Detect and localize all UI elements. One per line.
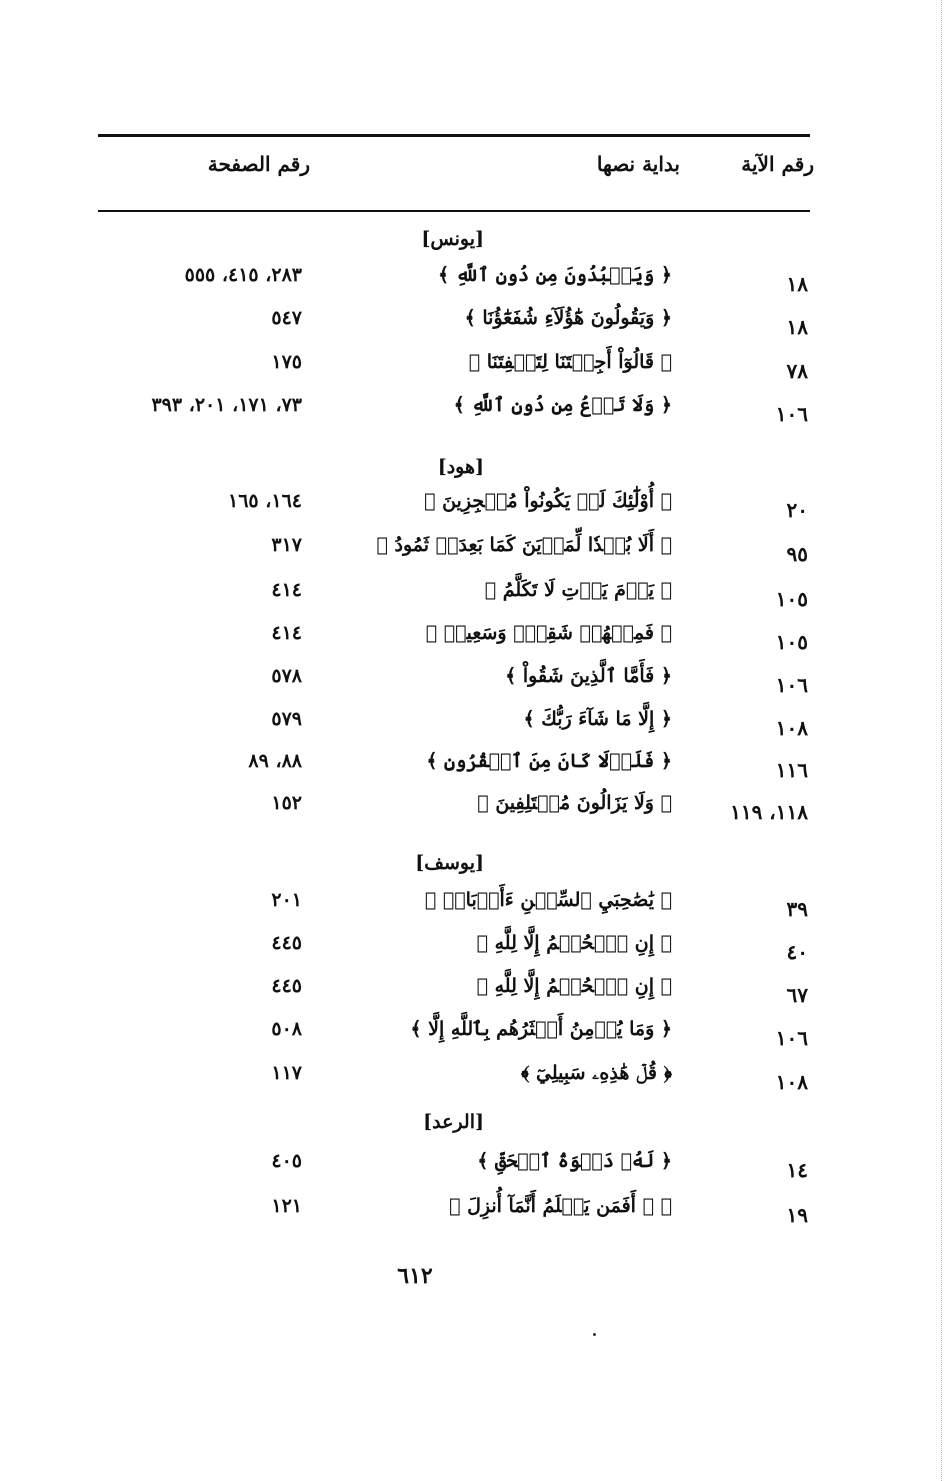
table-row bbox=[0, 534, 948, 564]
page-numbers: ٥٧٩ bbox=[271, 708, 302, 730]
table-row bbox=[0, 490, 948, 520]
page-numbers: ٤٤٥ bbox=[271, 932, 302, 954]
table-row bbox=[0, 975, 948, 1005]
verse-start: ﴿ وَيَعۡبُدُونَ مِن دُونِ ٱللَّهِ ﴾ bbox=[437, 264, 672, 286]
page-numbers: ٢٨٣، ٤١٥، ٥٥٥ bbox=[184, 264, 302, 286]
aya-number: ١٤ bbox=[786, 1158, 808, 1182]
page-numbers: ١٢١ bbox=[271, 1195, 302, 1217]
page-numbers: ٤٠٥ bbox=[271, 1150, 302, 1172]
column-header-text-start: بداية نصها bbox=[596, 152, 680, 176]
aya-number: ١٠٦ bbox=[775, 402, 808, 426]
verse-start: ﴿ وَيَقُولُونَ هَٰٓؤُلَآءِ شُفَعَٰٓؤُنَا ﴾ bbox=[464, 307, 672, 329]
verse-start: ﴿ فَمِنۡهُمۡ شَقِيّٞ وَسَعِيدٞ ﴾ bbox=[425, 622, 672, 644]
aya-number: ١٠٥ bbox=[775, 587, 808, 611]
table-row bbox=[0, 1062, 948, 1092]
verse-start: ﴿ وَلَا تَدۡعُ مِن دُونِ ٱللَّهِ ﴾ bbox=[453, 394, 672, 416]
aya-number: ١٠٥ bbox=[775, 630, 808, 654]
table-row bbox=[0, 708, 948, 738]
table-row bbox=[0, 351, 948, 381]
aya-number: ١١٨، ١١٩ bbox=[730, 800, 808, 824]
aya-number: ٦٧ bbox=[786, 983, 808, 1007]
verse-start: ﴿ فَأَمَّا ٱلَّذِينَ شَقُواْ ﴾ bbox=[505, 665, 672, 687]
page-numbers: ٤١٤ bbox=[271, 622, 302, 644]
verse-start: ﴿ يَٰصَٰحِبَيِ ٱلسِّجۡنِ ءَأَرۡبَابٞ ﴾ bbox=[424, 889, 672, 911]
page-numbers: ١٥٢ bbox=[271, 792, 302, 814]
table-row bbox=[0, 1018, 948, 1048]
aya-number: ١٩ bbox=[786, 1203, 808, 1227]
page-numbers: ٥٧٨ bbox=[271, 665, 302, 687]
table-row bbox=[0, 750, 948, 780]
aya-number: ٩٥ bbox=[786, 542, 808, 566]
table-row bbox=[0, 579, 948, 609]
table-row bbox=[0, 264, 948, 294]
page-numbers: ١٧٥ bbox=[271, 351, 302, 373]
aya-number: ٤٠ bbox=[786, 940, 808, 964]
page-numbers: ٣١٧ bbox=[271, 534, 302, 556]
scan-edge bbox=[940, 0, 942, 1481]
section-title: [يونس] bbox=[421, 228, 484, 250]
aya-number: ٧٨ bbox=[786, 359, 808, 383]
print-speck bbox=[593, 1333, 596, 1336]
section-title: [يوسف] bbox=[415, 852, 484, 874]
table-row bbox=[0, 622, 948, 652]
table-row bbox=[0, 307, 948, 337]
verse-start: ﴿ أُوْلَٰٓئِكَ لَمۡ يَكُونُواْ مُعۡجِزِينَ ﴾ bbox=[424, 490, 672, 512]
aya-number: ٢٠ bbox=[786, 498, 808, 522]
verse-start: ﴿ يَوۡمَ يَأۡتِ لَا تَكَلَّمُ ﴾ bbox=[484, 579, 672, 601]
table-row bbox=[0, 1150, 948, 1180]
verse-start: ﴿ وَمَا يُؤۡمِنُ أَكۡثَرُهُم بِٱللَّهِ إِلَّا ﴾ bbox=[410, 1018, 672, 1040]
column-header-page-number: رقم الصفحة bbox=[207, 152, 310, 176]
page-numbers: ٢٠١ bbox=[271, 889, 302, 911]
aya-number: ١٠٦ bbox=[775, 1026, 808, 1050]
aya-number: ٣٩ bbox=[786, 897, 808, 921]
table-row bbox=[0, 792, 948, 822]
aya-number: ١٨ bbox=[786, 272, 808, 296]
table-row bbox=[0, 932, 948, 962]
page-numbers: ٤١٤ bbox=[271, 579, 302, 601]
page-numbers: ١١٧ bbox=[271, 1062, 302, 1084]
verse-start: ﴿ إِلَّا مَا شَآءَ رَبُّكَ ﴾ bbox=[523, 708, 672, 730]
page-numbers: ٧٣، ١٧١، ٢٠١، ٣٩٣ bbox=[151, 394, 302, 416]
page-numbers: ١٦٤، ١٦٥ bbox=[228, 490, 302, 512]
verse-start: ﴿ قُلۡ هَٰذِهِۦ سَبِيلِيٓ ﴾ bbox=[521, 1062, 672, 1084]
table-row bbox=[0, 889, 948, 919]
verse-start: ﴿ لَهُۥ دَعۡوَةُ ٱلۡحَقِّ ﴾ bbox=[477, 1150, 672, 1172]
verse-start: ﴿ قَالُوٓاْ أَجِئۡتَنَا لِتَلۡفِتَنَا ﴾ bbox=[468, 351, 672, 373]
page-numbers: ٨٨، ٨٩ bbox=[248, 750, 302, 772]
verse-start: ﴿ فَلَوۡلَا كَانَ مِنَ ٱلۡقُرُونِ ﴾ bbox=[426, 750, 672, 772]
column-header-aya-number: رقم الآية bbox=[741, 152, 814, 176]
page-numbers: ٥٤٧ bbox=[271, 307, 302, 329]
table-row bbox=[0, 665, 948, 695]
verse-start: ﴿ ۞ أَفَمَن يَعۡلَمُ أَنَّمَآ أُنزِلَ ﴾ bbox=[449, 1195, 672, 1217]
section-title: [الرعد] bbox=[423, 1111, 484, 1133]
aya-number: ١٠٨ bbox=[775, 1070, 808, 1094]
aya-number: ١٨ bbox=[786, 315, 808, 339]
verse-start: ﴿ إِنِ ٱلۡحُكۡمُ إِلَّا لِلَّهِ ﴾ bbox=[476, 975, 672, 997]
aya-number: ١٠٦ bbox=[775, 673, 808, 697]
section-title: [هود] bbox=[437, 456, 484, 478]
page-numbers: ٥٠٨ bbox=[271, 1018, 302, 1040]
verse-start: ﴿ أَلَا بُعۡدٗا لِّمَدۡيَنَ كَمَا بَعِدَتۡ ثَمُودُ ﴾ bbox=[376, 534, 672, 556]
aya-number: ١٠٨ bbox=[775, 716, 808, 740]
verse-start: ﴿ إِنِ ٱلۡحُكۡمُ إِلَّا لِلَّهِ ﴾ bbox=[476, 932, 672, 954]
page-numbers: ٤٤٥ bbox=[271, 975, 302, 997]
table-row bbox=[0, 394, 948, 424]
table-row bbox=[0, 1195, 948, 1225]
page-number: ٦١٢ bbox=[397, 1263, 433, 1289]
verse-start: ﴿ وَلَا يَزَالُونَ مُخۡتَلِفِينَ ﴾ bbox=[477, 792, 672, 814]
aya-number: ١١٦ bbox=[775, 758, 808, 782]
